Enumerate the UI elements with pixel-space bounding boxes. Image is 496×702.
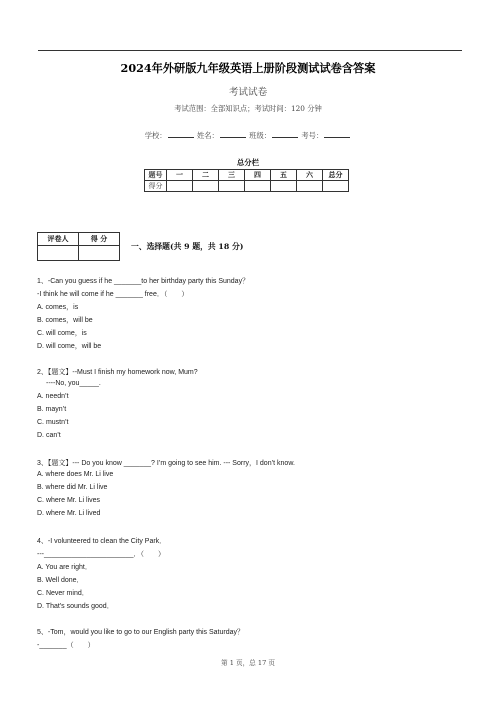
option-line: D. will come，will be	[37, 343, 102, 350]
question-line: 5、-Tom，would you like to go to our English party this Saturday？	[37, 629, 244, 636]
option-line: C. mustn’t	[37, 419, 69, 426]
score-cell[interactable]	[219, 181, 245, 192]
class-blank	[272, 130, 298, 138]
option-line: A. needn’t	[37, 393, 69, 400]
document-title: 2024年外研版九年级英语上册阶段测试试卷含答案	[120, 61, 376, 75]
score-header-cell: 二	[193, 170, 219, 181]
question-line: 3、【题文】--- Do you know _______? I’m going to see him. --- Sorry，I don’t know.	[37, 460, 295, 467]
score-header-cell: 一	[167, 170, 193, 181]
score-header-cell: 题号	[145, 170, 167, 181]
score-cell[interactable]	[193, 181, 219, 192]
question-line: 4、-I volunteered to clean the City Park．	[37, 538, 167, 545]
class-label: 班级：	[249, 131, 272, 140]
option-line: C. where Mr. Li lives	[37, 497, 101, 504]
question-line: ----No, you_____.	[46, 380, 101, 387]
option-line: C. will come，is	[37, 330, 87, 337]
score-cell[interactable]	[297, 181, 323, 192]
score-header-cell: 六	[297, 170, 323, 181]
section-heading: 一、选择题(共 9 题，共 18 分)	[131, 242, 244, 251]
score-cell[interactable]	[323, 181, 349, 192]
grader-header-row	[38, 233, 120, 246]
option-line: B. comes，will be	[37, 317, 93, 324]
grader-cell[interactable]	[79, 246, 120, 261]
grader-row	[38, 246, 120, 261]
option-line: A. You are right．	[37, 564, 92, 571]
student-info-line	[0, 130, 496, 141]
score-table-row	[145, 181, 349, 192]
grader-score-label: 得 分	[79, 233, 120, 246]
exam-scope: 考试范围：全部知识点；考试时间：120 分钟	[174, 104, 322, 113]
exam-no-label: 考号：	[301, 131, 324, 140]
option-line: B. where did Mr. Li live	[37, 484, 108, 491]
school-label: 学校：	[144, 131, 167, 140]
grader-label: 评卷人	[38, 233, 79, 246]
grader-cell[interactable]	[38, 246, 79, 261]
question-line: 2、【题文】--Must I finish my homework now, Mum?	[37, 369, 198, 376]
score-header-cell: 四	[245, 170, 271, 181]
score-header-cell: 总分	[323, 170, 349, 181]
option-line: D. That's sounds good．	[37, 603, 114, 610]
exam-no-blank	[324, 130, 350, 138]
grader-table	[37, 232, 120, 261]
school-blank	[168, 130, 194, 138]
score-row-label: 得分	[145, 181, 167, 192]
header-rule	[38, 50, 462, 51]
score-cell[interactable]	[245, 181, 271, 192]
option-line: A. where does Mr. Li live	[37, 471, 114, 478]
score-cell[interactable]	[167, 181, 193, 192]
option-line: A. comes，is	[37, 304, 79, 311]
score-table	[144, 169, 349, 192]
document-subtitle: 考试试卷	[228, 87, 268, 98]
option-line: D. can’t	[37, 432, 61, 439]
option-line: B. mayn’t	[37, 406, 67, 413]
option-line: D. where Mr. Li lived	[37, 510, 101, 517]
option-line: B. Well done．	[37, 577, 84, 584]
name-label: 姓名：	[196, 131, 219, 140]
score-table-caption: 总分栏	[236, 158, 260, 167]
score-header-cell: 三	[219, 170, 245, 181]
question-line: ---_______________________．（ ）	[37, 551, 166, 558]
question-line: -_______（ ）	[37, 642, 95, 649]
option-line: C. Never mind．	[37, 590, 89, 597]
page-footer: 第 1 页，总 17 页	[221, 659, 275, 667]
name-blank	[220, 130, 246, 138]
question-line: -I think he will come if he _______ free．（ ）	[37, 291, 189, 298]
score-header-cell: 五	[271, 170, 297, 181]
question-line: 1、-Can you guess if he _______to her birthday party this Sunday？	[37, 278, 250, 285]
score-table-header-row	[145, 170, 349, 181]
score-cell[interactable]	[271, 181, 297, 192]
